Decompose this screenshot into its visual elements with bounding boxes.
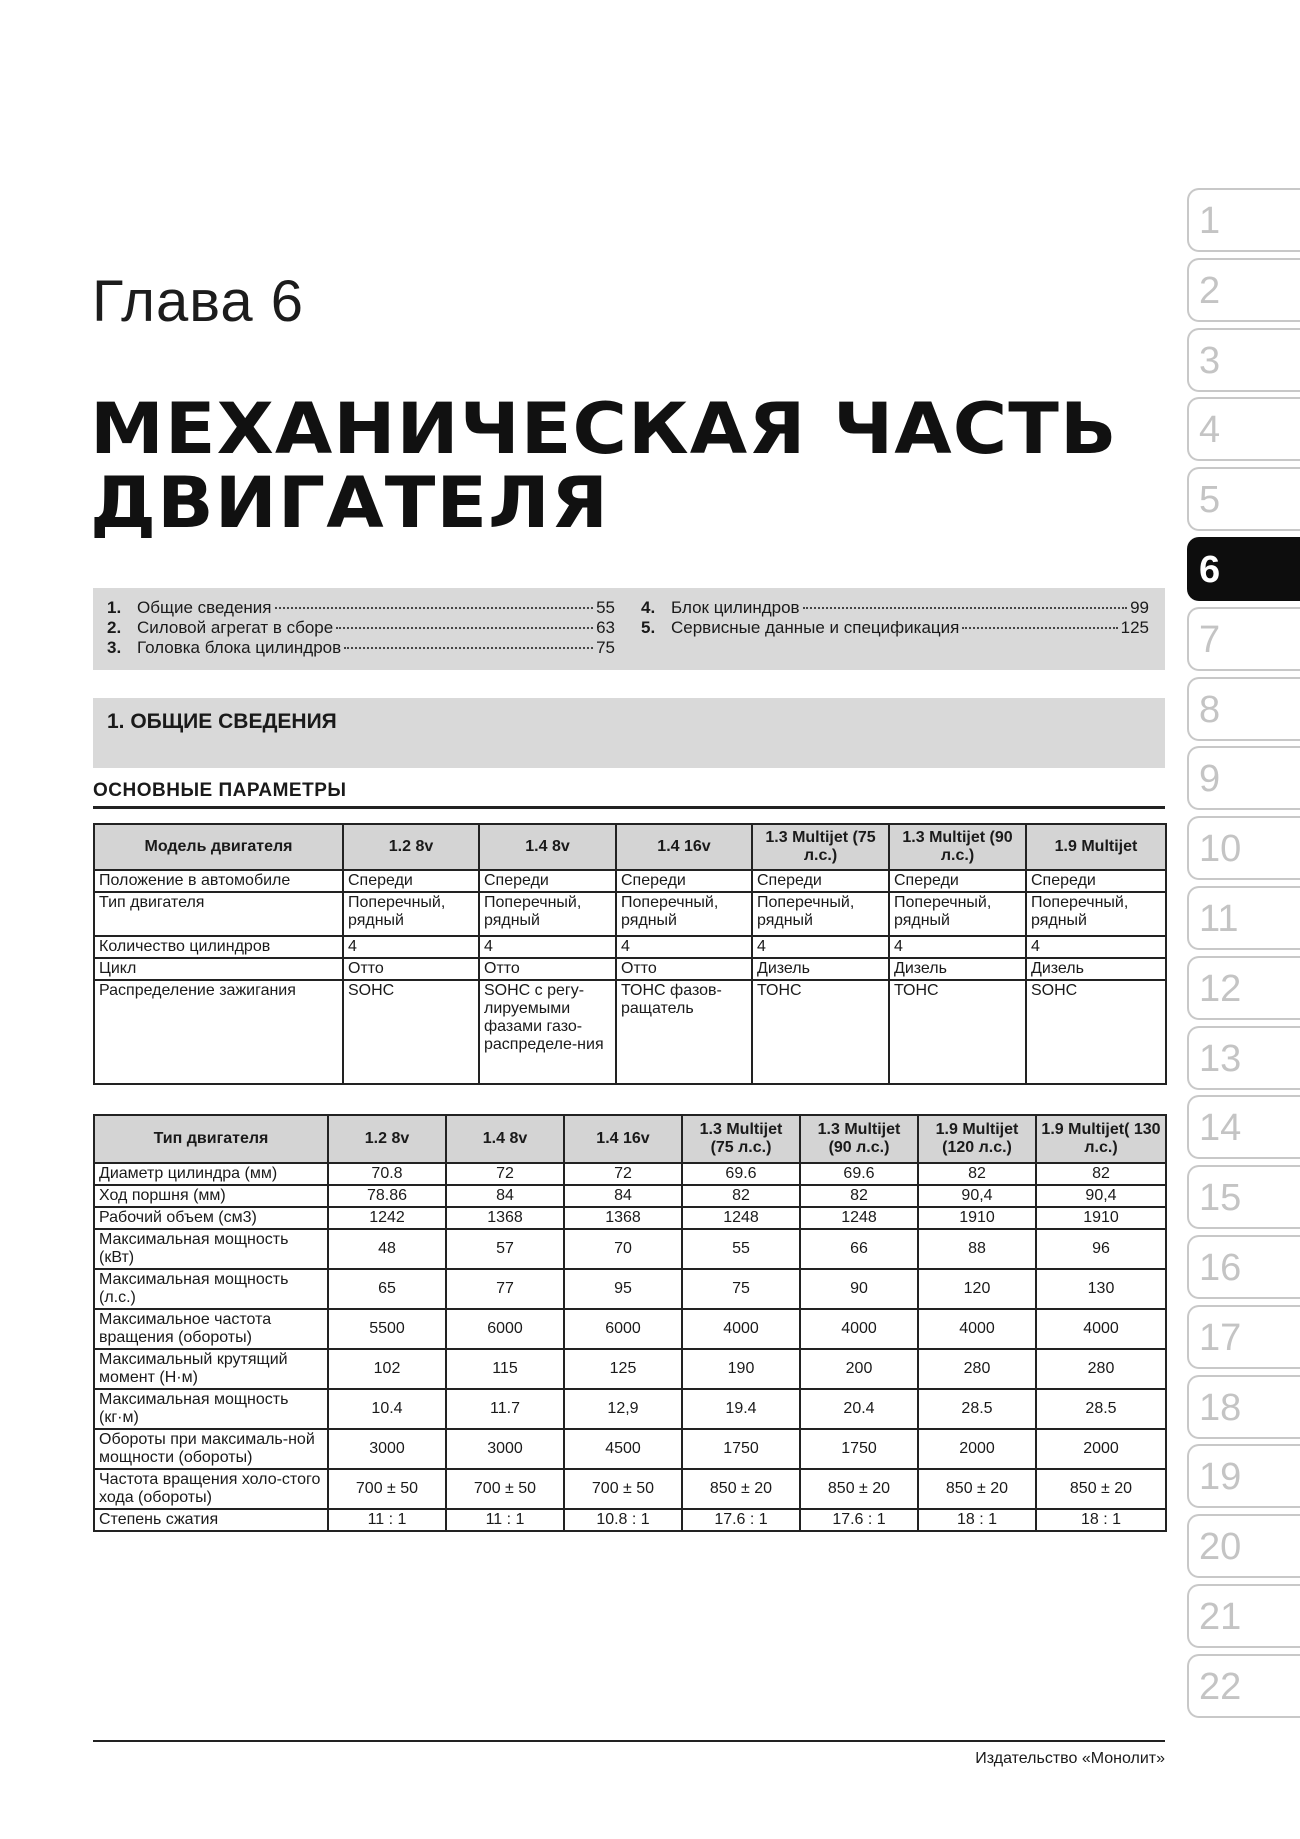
chapter-tab-label: 7 bbox=[1199, 618, 1221, 661]
table-cell: 125 bbox=[564, 1349, 682, 1389]
chapter-tab-11[interactable] bbox=[1187, 886, 1300, 950]
table-cell: 17.6 : 1 bbox=[800, 1509, 918, 1531]
table-cell: 19.4 bbox=[682, 1389, 800, 1429]
table-cell: 18 : 1 bbox=[918, 1509, 1036, 1531]
table-cell: 20.4 bbox=[800, 1389, 918, 1429]
table-cell: Спереди bbox=[752, 870, 889, 892]
toc-item[interactable] bbox=[641, 598, 1149, 618]
table-cell: 130 bbox=[1036, 1269, 1166, 1309]
table-cell: 850 ± 20 bbox=[800, 1469, 918, 1509]
chapter-tab-label: 8 bbox=[1199, 688, 1221, 731]
chapter-tab-19[interactable] bbox=[1187, 1444, 1300, 1508]
footer-rule bbox=[93, 1740, 1165, 1742]
chapter-tab-1[interactable] bbox=[1187, 188, 1300, 252]
toc-leader-dots bbox=[275, 607, 594, 609]
table-cell: Спереди bbox=[616, 870, 752, 892]
row-label-cell: Диаметр цилиндра (мм) bbox=[94, 1163, 328, 1185]
chapter-tab-4[interactable] bbox=[1187, 397, 1300, 461]
chapter-title bbox=[90, 388, 1118, 544]
toc-item[interactable] bbox=[107, 638, 615, 658]
table-cell: 190 bbox=[682, 1349, 800, 1389]
table-cell: 850 ± 20 bbox=[682, 1469, 800, 1509]
table-cell: Дизель bbox=[752, 958, 889, 980]
table-cell: 102 bbox=[328, 1349, 446, 1389]
table-cell: 120 bbox=[918, 1269, 1036, 1309]
table-cell: 6000 bbox=[446, 1309, 564, 1349]
table-cell: 700 ± 50 bbox=[328, 1469, 446, 1509]
chapter-tab-label: 9 bbox=[1199, 758, 1221, 801]
table-cell: 28.5 bbox=[1036, 1389, 1166, 1429]
chapter-tab-2[interactable] bbox=[1187, 258, 1300, 322]
table-cell: 1750 bbox=[800, 1429, 918, 1469]
table-cell: 90,4 bbox=[1036, 1185, 1166, 1207]
chapter-tab-label: 14 bbox=[1199, 1107, 1242, 1150]
table-header-row bbox=[94, 1115, 1166, 1163]
table-cell: 72 bbox=[564, 1163, 682, 1185]
table-cell: 96 bbox=[1036, 1229, 1166, 1269]
table-cell: 700 ± 50 bbox=[564, 1469, 682, 1509]
table-cell: 84 bbox=[446, 1185, 564, 1207]
table-cell: 48 bbox=[328, 1229, 446, 1269]
toc-item-text: Силовой агрегат в сборе bbox=[137, 618, 334, 637]
column-header: Модель двигателя bbox=[94, 824, 343, 870]
table-row bbox=[94, 980, 1166, 1084]
chapter-tab-label: 20 bbox=[1199, 1526, 1242, 1569]
chapter-tab-15[interactable] bbox=[1187, 1165, 1300, 1229]
table-cell: 2000 bbox=[1036, 1429, 1166, 1469]
chapter-tab-label: 2 bbox=[1199, 269, 1221, 312]
toc-item-page: 75 bbox=[596, 638, 615, 657]
section-header bbox=[93, 698, 1165, 768]
table-cell: 4 bbox=[343, 936, 479, 958]
table-cell: 1248 bbox=[800, 1207, 918, 1229]
toc-item-number: 1. bbox=[107, 598, 122, 617]
chapter-tab-label: 19 bbox=[1199, 1456, 1242, 1499]
chapter-label: Глава 6 bbox=[92, 269, 305, 334]
table-row bbox=[94, 1185, 1166, 1207]
row-label-cell: Положение в автомобиле bbox=[94, 870, 343, 892]
chapter-tab-8[interactable] bbox=[1187, 677, 1300, 741]
chapter-tab-label: 3 bbox=[1199, 339, 1221, 382]
toc-item-text: Общие сведения bbox=[137, 598, 272, 617]
table-cell: 82 bbox=[1036, 1163, 1166, 1185]
toc-column-left bbox=[107, 598, 615, 658]
toc-leader-dots bbox=[336, 627, 593, 629]
table-cell: 75 bbox=[682, 1269, 800, 1309]
table-cell: SOHC bbox=[1026, 980, 1166, 1084]
table-cell: 700 ± 50 bbox=[446, 1469, 564, 1509]
toc-column-right bbox=[641, 598, 1149, 638]
column-header: 1.4 16v bbox=[616, 824, 752, 870]
chapter-tab-label: 5 bbox=[1199, 479, 1221, 522]
table-cell: Поперечный, рядный bbox=[616, 892, 752, 936]
table-cell: 4000 bbox=[918, 1309, 1036, 1349]
table-cell: 4500 bbox=[564, 1429, 682, 1469]
table-cell: 12,9 bbox=[564, 1389, 682, 1429]
table-cell: 1242 bbox=[328, 1207, 446, 1229]
table-cell: 90,4 bbox=[918, 1185, 1036, 1207]
chapter-tab-label: 10 bbox=[1199, 828, 1242, 871]
table-cell: Спереди bbox=[479, 870, 616, 892]
chapter-tab-17[interactable] bbox=[1187, 1305, 1300, 1369]
column-header: 1.2 8v bbox=[328, 1115, 446, 1163]
table-cell: 11 : 1 bbox=[328, 1509, 446, 1531]
table-cell: 18 : 1 bbox=[1036, 1509, 1166, 1531]
table-row bbox=[94, 1349, 1166, 1389]
table-cell: 10.4 bbox=[328, 1389, 446, 1429]
toc-item-page: 63 bbox=[596, 618, 615, 637]
table-cell: 66 bbox=[800, 1229, 918, 1269]
toc-item[interactable] bbox=[107, 618, 615, 638]
row-label-cell: Максимальная мощность (л.с.) bbox=[94, 1269, 328, 1309]
table-cell: SOHC с регу-лируемыми фазами газо-распределе-ния bbox=[479, 980, 616, 1084]
table-cell: 65 bbox=[328, 1269, 446, 1309]
table-cell: 1368 bbox=[446, 1207, 564, 1229]
engine-specs-table bbox=[93, 1114, 1167, 1532]
row-label-cell: Частота вращения холо-стого хода (обороты) bbox=[94, 1469, 328, 1509]
row-label-cell: Максимальная мощность (кг·м) bbox=[94, 1389, 328, 1429]
toc-leader-dots bbox=[962, 627, 1117, 629]
chapter-tab-13[interactable] bbox=[1187, 1026, 1300, 1090]
table-cell: Поперечный, рядный bbox=[889, 892, 1026, 936]
column-header: 1.3 Multijet (90 л.с.) bbox=[889, 824, 1026, 870]
chapter-tab-label: 15 bbox=[1199, 1177, 1242, 1220]
table-cell: 6000 bbox=[564, 1309, 682, 1349]
table-cell: 17.6 : 1 bbox=[682, 1509, 800, 1531]
table-row bbox=[94, 870, 1166, 892]
table-cell: Спереди bbox=[343, 870, 479, 892]
table-cell: 70.8 bbox=[328, 1163, 446, 1185]
table-cell: Поперечный, рядный bbox=[343, 892, 479, 936]
chapter-tab-label: 1 bbox=[1199, 200, 1221, 242]
column-header: 1.9 Multijet bbox=[1026, 824, 1166, 870]
table-cell: 4 bbox=[752, 936, 889, 958]
table-cell: 4 bbox=[479, 936, 616, 958]
column-header: 1.9 Multijet( 130 л.с.) bbox=[1036, 1115, 1166, 1163]
table-cell: 82 bbox=[918, 1163, 1036, 1185]
row-label-cell: Обороты при максималь-ной мощности (обороты) bbox=[94, 1429, 328, 1469]
table-cell: SOHC bbox=[343, 980, 479, 1084]
row-label-cell: Ход поршня (мм) bbox=[94, 1185, 328, 1207]
table-cell: 78.86 bbox=[328, 1185, 446, 1207]
table-cell: ТОНС bbox=[752, 980, 889, 1084]
table-cell: 57 bbox=[446, 1229, 564, 1269]
table-cell: 82 bbox=[800, 1185, 918, 1207]
chapter-tab-5[interactable] bbox=[1187, 467, 1300, 531]
toc-item-number: 5. bbox=[641, 618, 656, 637]
table-row bbox=[94, 1469, 1166, 1509]
toc-item-text: Сервисные данные и спецификация bbox=[671, 618, 960, 637]
table-row bbox=[94, 1429, 1166, 1469]
chapter-tab-20[interactable] bbox=[1187, 1514, 1300, 1578]
chapter-tab-12[interactable] bbox=[1187, 956, 1300, 1020]
toc-item[interactable] bbox=[641, 618, 1149, 638]
chapter-tab-label: 22 bbox=[1199, 1665, 1242, 1708]
chapter-tab-label: 13 bbox=[1199, 1037, 1242, 1080]
table-cell: 850 ± 20 bbox=[1036, 1469, 1166, 1509]
toc-item-number: 3. bbox=[107, 638, 122, 657]
chapter-tab-9[interactable] bbox=[1187, 746, 1300, 810]
chapter-tab-21[interactable] bbox=[1187, 1584, 1300, 1648]
row-label-cell: Тип двигателя bbox=[94, 892, 343, 936]
table-cell: 72 bbox=[446, 1163, 564, 1185]
toc-item[interactable] bbox=[107, 598, 615, 618]
table-cell: 28.5 bbox=[918, 1389, 1036, 1429]
table-cell: 3000 bbox=[446, 1429, 564, 1469]
table-cell: 3000 bbox=[328, 1429, 446, 1469]
chapter-tab-label: 6 bbox=[1199, 548, 1221, 591]
row-label-cell: Максимальное частота вращения (обороты) bbox=[94, 1309, 328, 1349]
table-cell: 55 bbox=[682, 1229, 800, 1269]
subheading-rule bbox=[93, 806, 1165, 809]
row-label-cell: Степень сжатия bbox=[94, 1509, 328, 1531]
column-header: 1.3 Multijet (75 л.с.) bbox=[682, 1115, 800, 1163]
table-cell: 69.6 bbox=[682, 1163, 800, 1185]
column-header: 1.4 16v bbox=[564, 1115, 682, 1163]
table-cell: Поперечный, рядный bbox=[1026, 892, 1166, 936]
chapter-tab-label: 11 bbox=[1199, 897, 1239, 940]
table-cell: ТОНС bbox=[889, 980, 1026, 1084]
table-cell: 69.6 bbox=[800, 1163, 918, 1185]
chapter-tab-7[interactable] bbox=[1187, 607, 1300, 671]
chapter-title-line-1: МЕХАНИЧЕСКАЯ ЧАСТЬ bbox=[90, 388, 1118, 470]
table-row bbox=[94, 1269, 1166, 1309]
chapter-title-line-2: ДВИГАТЕЛЯ bbox=[90, 462, 610, 544]
chapter-tab-3[interactable] bbox=[1187, 328, 1300, 392]
table-row bbox=[94, 892, 1166, 936]
toc-item-page: 99 bbox=[1130, 598, 1149, 617]
chapter-tab-22[interactable] bbox=[1187, 1654, 1300, 1718]
table-cell: Спереди bbox=[1026, 870, 1166, 892]
table-cell: 280 bbox=[1036, 1349, 1166, 1389]
toc-item-text: Головка блока цилиндров bbox=[137, 638, 342, 657]
table-row bbox=[94, 1163, 1166, 1185]
table-cell: 77 bbox=[446, 1269, 564, 1309]
table-cell: 70 bbox=[564, 1229, 682, 1269]
table-row bbox=[94, 936, 1166, 958]
section-title: 1. ОБЩИЕ СВЕДЕНИЯ bbox=[107, 710, 337, 733]
table-cell: 1248 bbox=[682, 1207, 800, 1229]
row-label-cell: Количество цилиндров bbox=[94, 936, 343, 958]
table-row bbox=[94, 958, 1166, 980]
table-cell: 1910 bbox=[1036, 1207, 1166, 1229]
chapter-tab-14[interactable] bbox=[1187, 1095, 1300, 1159]
table-cell: 11 : 1 bbox=[446, 1509, 564, 1531]
table-cell: 4000 bbox=[1036, 1309, 1166, 1349]
toc-item-text: Блок цилиндров bbox=[671, 598, 800, 617]
engine-model-table bbox=[93, 823, 1167, 1085]
chapter-tab-label: 12 bbox=[1199, 967, 1242, 1010]
column-header: 1.4 8v bbox=[479, 824, 616, 870]
table-cell: 84 bbox=[564, 1185, 682, 1207]
table-cell: 95 bbox=[564, 1269, 682, 1309]
table-of-contents bbox=[93, 588, 1165, 670]
table-header-row bbox=[94, 824, 1166, 870]
table-cell: 2000 bbox=[918, 1429, 1036, 1469]
table-row bbox=[94, 1309, 1166, 1349]
table-row bbox=[94, 1229, 1166, 1269]
toc-leader-dots bbox=[803, 607, 1127, 609]
table-cell: 1368 bbox=[564, 1207, 682, 1229]
chapter-tab-label: 17 bbox=[1199, 1316, 1242, 1359]
column-header: 1.3 Multijet (75 л.с.) bbox=[752, 824, 889, 870]
table-cell: Спереди bbox=[889, 870, 1026, 892]
table-cell: Поперечный, рядный bbox=[479, 892, 616, 936]
table-cell: Поперечный, рядный bbox=[752, 892, 889, 936]
row-label-cell: Максимальный крутящий момент (Н·м) bbox=[94, 1349, 328, 1389]
chapter-tab-label: 4 bbox=[1199, 409, 1221, 452]
column-header: 1.9 Multijet (120 л.с.) bbox=[918, 1115, 1036, 1163]
publisher-footer: Издательство «Монолит» bbox=[975, 1750, 1165, 1767]
column-header: Тип двигателя bbox=[94, 1115, 328, 1163]
row-label-cell: Максимальная мощность (кВт) bbox=[94, 1229, 328, 1269]
table-row bbox=[94, 1509, 1166, 1531]
table-cell: Отто bbox=[343, 958, 479, 980]
table-cell: 11.7 bbox=[446, 1389, 564, 1429]
table-cell: 88 bbox=[918, 1229, 1036, 1269]
table-cell: 200 bbox=[800, 1349, 918, 1389]
row-label-cell: Распределение зажигания bbox=[94, 980, 343, 1084]
chapter-tab-16[interactable] bbox=[1187, 1235, 1300, 1299]
column-header: 1.3 Multijet (90 л.с.) bbox=[800, 1115, 918, 1163]
table-cell: Дизель bbox=[1026, 958, 1166, 980]
table-cell: 5500 bbox=[328, 1309, 446, 1349]
chapter-tab-18[interactable] bbox=[1187, 1375, 1300, 1439]
toc-leader-dots bbox=[344, 647, 593, 649]
table-cell: ТОНС фазов-ращатель bbox=[616, 980, 752, 1084]
table-cell: 82 bbox=[682, 1185, 800, 1207]
chapter-tab-10[interactable] bbox=[1187, 816, 1300, 880]
chapter-tab-label: 18 bbox=[1199, 1386, 1242, 1429]
table-cell: 1750 bbox=[682, 1429, 800, 1469]
toc-item-page: 55 bbox=[596, 598, 615, 617]
table-cell: 115 bbox=[446, 1349, 564, 1389]
table-cell: 10.8 : 1 bbox=[564, 1509, 682, 1531]
table-row bbox=[94, 1207, 1166, 1229]
table-cell: Отто bbox=[616, 958, 752, 980]
toc-item-number: 2. bbox=[107, 618, 122, 637]
subheading: ОСНОВНЫЕ ПАРАМЕТРЫ bbox=[93, 780, 347, 801]
toc-item-page: 125 bbox=[1120, 618, 1149, 637]
table-cell: Дизель bbox=[889, 958, 1026, 980]
table-cell: 1910 bbox=[918, 1207, 1036, 1229]
table-cell: 4000 bbox=[800, 1309, 918, 1349]
row-label-cell: Рабочий объем (см3) bbox=[94, 1207, 328, 1229]
table-cell: 280 bbox=[918, 1349, 1036, 1389]
column-header: 1.4 8v bbox=[446, 1115, 564, 1163]
chapter-tab-label: 16 bbox=[1199, 1246, 1242, 1289]
toc-item-number: 4. bbox=[641, 598, 656, 617]
table-cell: 850 ± 20 bbox=[918, 1469, 1036, 1509]
chapter-tab-label: 21 bbox=[1199, 1595, 1242, 1638]
table-cell: 4000 bbox=[682, 1309, 800, 1349]
row-label-cell: Цикл bbox=[94, 958, 343, 980]
table-cell: 90 bbox=[800, 1269, 918, 1309]
column-header: 1.2 8v bbox=[343, 824, 479, 870]
table-cell: 4 bbox=[1026, 936, 1166, 958]
table-cell: 4 bbox=[889, 936, 1026, 958]
chapter-tabs bbox=[1187, 188, 1300, 1724]
table-cell: Отто bbox=[479, 958, 616, 980]
table-row bbox=[94, 1389, 1166, 1429]
table-cell: 4 bbox=[616, 936, 752, 958]
chapter-tab-6[interactable] bbox=[1187, 537, 1300, 601]
